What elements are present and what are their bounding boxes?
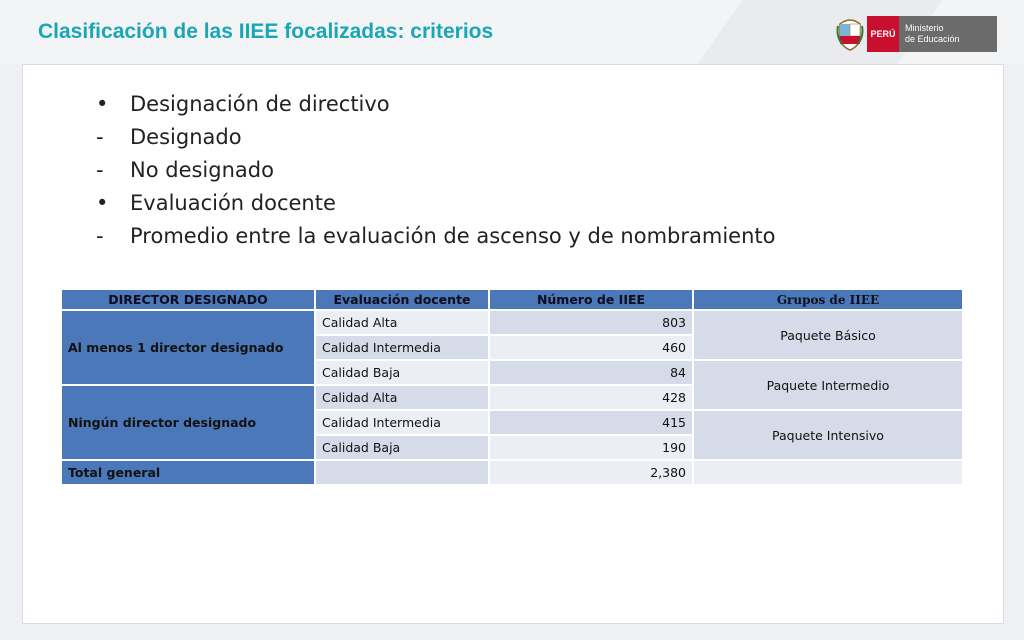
bullet-marker: - [96,125,104,149]
coat-of-arms-icon [836,16,864,52]
group-label: Ningún director designado [62,386,314,459]
count-cell: 415 [490,411,692,434]
count-cell: 84 [490,361,692,384]
slide-header [0,0,1024,64]
list-item [96,154,775,187]
ministry-line-1: Ministerio [905,23,944,33]
count-cell: 803 [490,311,692,334]
classification-table [60,288,964,486]
count-cell: 428 [490,386,692,409]
slide-title: Clasificación de las IIEE focalizadas: criterios [38,20,494,43]
bullet-marker: - [96,224,104,248]
count-cell: 190 [490,436,692,459]
peru-label: PERÚ [867,16,899,52]
bullet-marker: • [96,191,109,215]
total-label: Total general [62,461,314,484]
list-item-text: Promedio entre la evaluación de ascenso y de nombramiento [130,224,776,248]
count-cell: 460 [490,336,692,359]
package-cell: Paquete Intensivo [694,411,962,459]
list-item-text: Designación de directivo [130,92,390,116]
column-header-groups: Grupos de IIEE [694,290,962,309]
column-header-evaluation: Evaluación docente [316,290,488,309]
evaluation-cell: Calidad Baja [316,361,488,384]
evaluation-cell: Calidad Alta [316,386,488,409]
column-header-director: DIRECTOR DESIGNADO [62,290,314,309]
group-label: Al menos 1 director designado [62,311,314,384]
evaluation-cell: Calidad Intermedia [316,336,488,359]
total-count: 2,380 [490,461,692,484]
list-item [96,88,775,121]
list-item [96,121,775,154]
table-row [62,311,962,334]
total-evaluation-cell [316,461,488,484]
list-item-text: Evaluación docente [130,191,336,215]
package-cell: Paquete Intermedio [694,361,962,409]
bullet-marker: • [96,92,109,116]
column-header-count: Número de IIEE [490,290,692,309]
ministry-label [899,16,997,52]
package-cell: Paquete Básico [694,311,962,359]
bullet-marker: - [96,158,104,182]
ministry-logo [836,15,1001,53]
table-total-row [62,461,962,484]
evaluation-cell: Calidad Baja [316,436,488,459]
list-item-text: No designado [130,158,274,182]
list-item [96,220,775,253]
ministry-line-2: de Educación [905,34,960,44]
total-group-cell [694,461,962,484]
list-item [96,187,775,220]
evaluation-cell: Calidad Alta [316,311,488,334]
list-item-text: Designado [130,125,242,149]
criteria-list [96,88,775,253]
evaluation-cell: Calidad Intermedia [316,411,488,434]
table-header-row [62,290,962,309]
